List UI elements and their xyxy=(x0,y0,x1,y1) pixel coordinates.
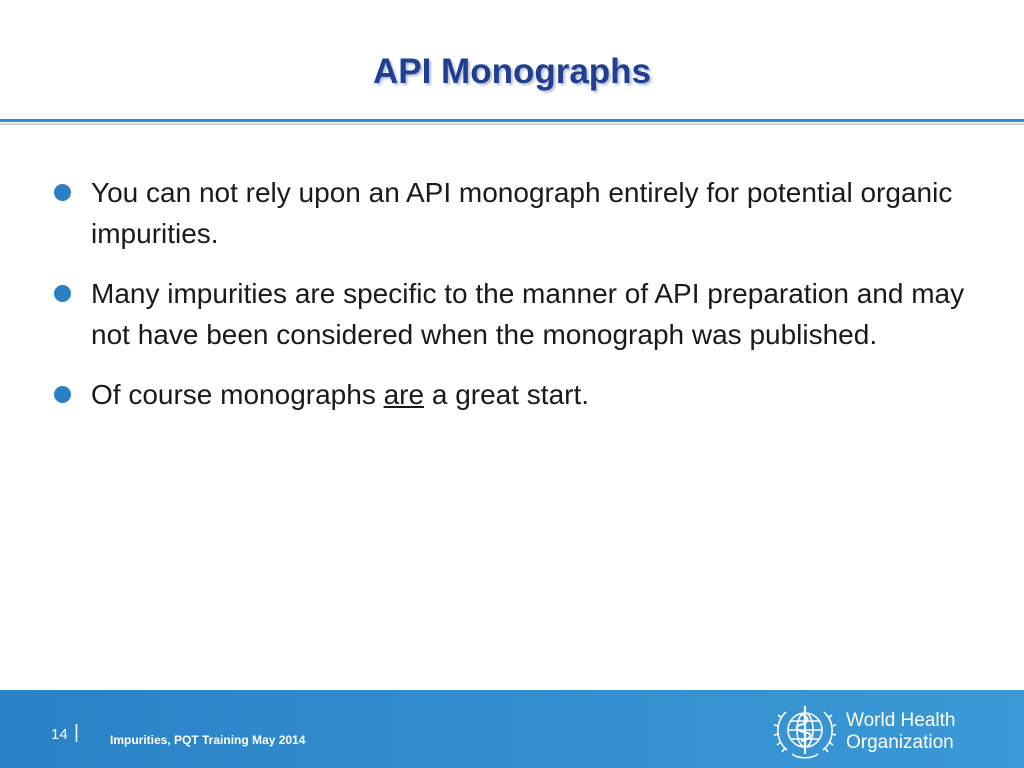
organization-name-line2: Organization xyxy=(846,732,954,753)
title-divider-shadow xyxy=(0,123,1024,125)
bullet-item xyxy=(52,273,982,355)
bullet-item xyxy=(52,374,982,415)
title-divider xyxy=(0,119,1024,122)
bullet-text: Many impurities are specific to the manner of API preparation and may not have been considered when the monograph was published. xyxy=(91,278,965,350)
bullet-item xyxy=(52,172,982,254)
footer-bar xyxy=(0,690,1024,768)
bullet-dot-icon xyxy=(54,285,71,302)
bullet-list xyxy=(52,172,982,434)
page-separator: | xyxy=(74,722,79,743)
footer-training-text: Impurities, PQT Training May 2014 xyxy=(110,733,306,747)
bullet-dot-icon xyxy=(54,386,71,403)
bullet-text-end: a great start. xyxy=(424,379,590,410)
bullet-text-underlined: are xyxy=(383,379,425,410)
organization-name xyxy=(846,710,955,754)
bullet-dot-icon xyxy=(54,184,71,201)
who-emblem-icon xyxy=(770,698,840,762)
organization-name-line1: World Health xyxy=(846,710,956,731)
bullet-text: You can not rely upon an API monograph entirely for potential organic impurities. xyxy=(91,177,953,249)
slide-title: API Monographs xyxy=(372,52,652,91)
page-number: 14 xyxy=(51,726,68,743)
bullet-text-start: Of course monographs xyxy=(91,379,384,410)
